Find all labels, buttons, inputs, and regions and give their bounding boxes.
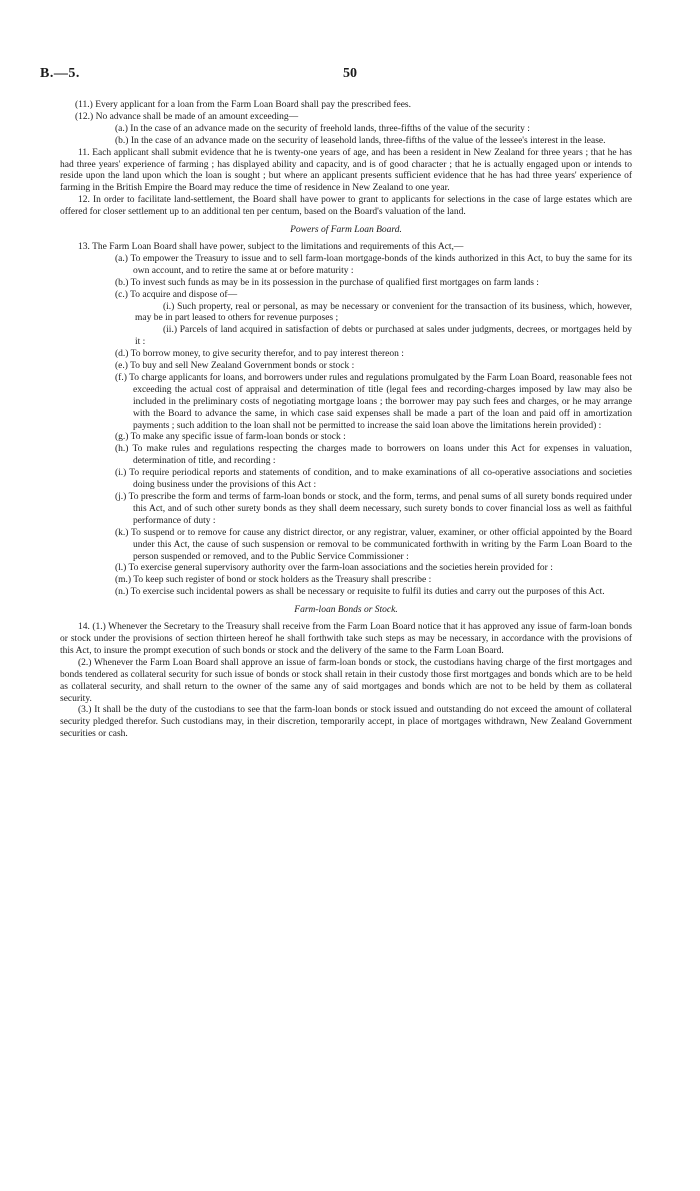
clause-13-m: (m.) To keep such register of bond or stock holders as the Treasury shall prescribe : [115,575,432,586]
section-14-2: (2.) Whenever the Farm Loan Board shall approve an issue of farm-loan bonds or stock, the custodians having charge of the first mortgages and bonds tendered as collateral security for such issue of bonds or stock shall retain in their custody those first mortgages and bonds which are to be held as collateral security, and shall return to the owner of the same any of said mortgages and bonds which are not to be held by them as collateral security. [60,657,632,704]
clause-13-b: (b.) To invest such funds as may be in its possession in the purchase of qualified first mortgages on farm lands : [115,277,539,288]
page-header [40,66,660,86]
clause-12-a: (a.) In the case of an advance made on the security of freehold lands, three-fifths of the value of the security : [115,123,530,134]
clause-13-c-ii: (ii.) Parcels of land acquired in satisfaction of debts or purchased at sales under judgments, decrees, or mortgages held by it : [135,325,632,348]
clause-13-i: (i.) To require periodical reports and statements of condition, and to make examinations of all co-operative associations and societies doing business under the provisions of this Act : [115,468,632,491]
document-reference: B.—5. [40,66,80,81]
section-14-1: 14. (1.) Whenever the Secretary to the Treasury shall receive from the Farm Loan Board notice that it has approved any issue of farm-loan bonds or stock under the provisions of section thirteen hereof he shall forthwith take such steps as may be necessary, in accordance with the provisions of this Act, to insure the prompt execution of such bonds or stock and the delivery of the same to the Farm Loan Board. [60,622,632,656]
document-body [60,100,632,741]
subsection-12: (12.) No advance shall be made of an amount exceeding— [75,111,299,122]
clause-13-d: (d.) To borrow money, to give security therefor, and to pay interest thereon : [115,349,404,360]
section-11: 11. Each applicant shall submit evidence that he is twenty-one years of age, and has been a resident in New Zealand for three years ; that he has had three years' experience of farming ; has displayed ability and capacity, and is of good character ; that he is actually engaged upon or intends to reside upon the land upon which the loan is sought ; but where an applicant presents sufficient evidence that he has had three years' experience of farming in the British Empire the Board may reduce the time of residence in New Zealand to one year. [60,147,632,194]
clause-13-k: (k.) To suspend or to remove for cause any district director, or any registrar, valuer, examiner, or other official appointed by the Board under this Act, the cause of such suspension or removal to be communicated forthwith in writing by the Farm Loan Board to the person suspended or removed, and to the Public Service Commissioner : [115,527,632,562]
clause-13-j: (j.) To prescribe the form and terms of farm-loan bonds or stock, and the form, terms, and penal sums of all surety bonds required under this Act, and of such other surety bonds as they shall deem necessary, such surety bonds to cover financial loss as well as faithful performance of duty : [115,492,632,526]
clause-13-f: (f.) To charge applicants for loans, and borrowers under rules and regulations promulgated by the Farm Loan Board, reasonable fees not exceeding the actual cost of appraisal and determination of title (legal fees and recording-charges imposed by law may also be included in the preliminary costs of negotiating mortgage loans ; the borrower may pay such fees and charges, or he may arrange with the Board to advance the same, in which case said expenses shall be made a part of the loan and paid off in amortization payments ; such addition to the loan shall not be permitted to increase the said loan above the limitations herein provided) : [115,372,632,431]
clause-13-c-i: (i.) Such property, real or personal, as may be necessary or convenient for the transaction of its business, which, however, may be in part leased to others for revenue purposes ; [135,301,632,324]
clause-13-n: (n.) To exercise such incidental powers as shall be necessary or requisite to fulfil its duties and carry out the purposes of this Act. [115,587,605,598]
clause-12-b: (b.) In the case of an advance made on the security of leasehold lands, three-fifths of the value of the lessee's interest in the lease. [115,135,606,146]
section-12: 12. In order to facilitate land-settlement, the Board shall have power to grant to applicants for selections in the case of large estates which are offered for closer settlement up to an additional ten per centum, based on the Board's valuation of the land. [60,195,632,218]
page-number: 50 [343,66,357,81]
heading-bonds: Farm-loan Bonds or Stock. [294,605,398,616]
clause-13-e: (e.) To buy and sell New Zealand Government bonds or stock : [115,361,355,372]
section-14-3: (3.) It shall be the duty of the custodians to see that the farm-loan bonds or stock issued and outstanding do not exceed the amount of collateral security pledged therefor. Such custodians may, in their discretion, temporarily accept, in place of mortgages withdrawn, New Zealand Government securities or cash. [60,705,632,740]
clause-13-c: (c.) To acquire and dispose of— [115,289,238,300]
section-13-intro: 13. The Farm Loan Board shall have power, subject to the limitations and requirements of this Act,— [78,241,464,252]
clause-13-a: (a.) To empower the Treasury to issue and to sell farm-loan mortgage-bonds of the kinds authorized in this Act, to buy the same for its own account, and to retire the same at or before maturity : [115,253,632,276]
clause-13-h: (h.) To make rules and regulations respecting the charges made to borrowers on loans under this Act for expenses in valuation, determination of title, and recording : [115,444,632,467]
heading-powers: Powers of Farm Loan Board. [290,225,402,236]
subsection-11: (11.) Every applicant for a loan from the Farm Loan Board shall pay the prescribed fees. [75,100,411,110]
clause-13-g: (g.) To make any specific issue of farm-loan bonds or stock : [115,432,346,443]
clause-13-l: (l.) To exercise general supervisory authority over the farm-loan associations and the societies herein provided for : [115,563,553,574]
